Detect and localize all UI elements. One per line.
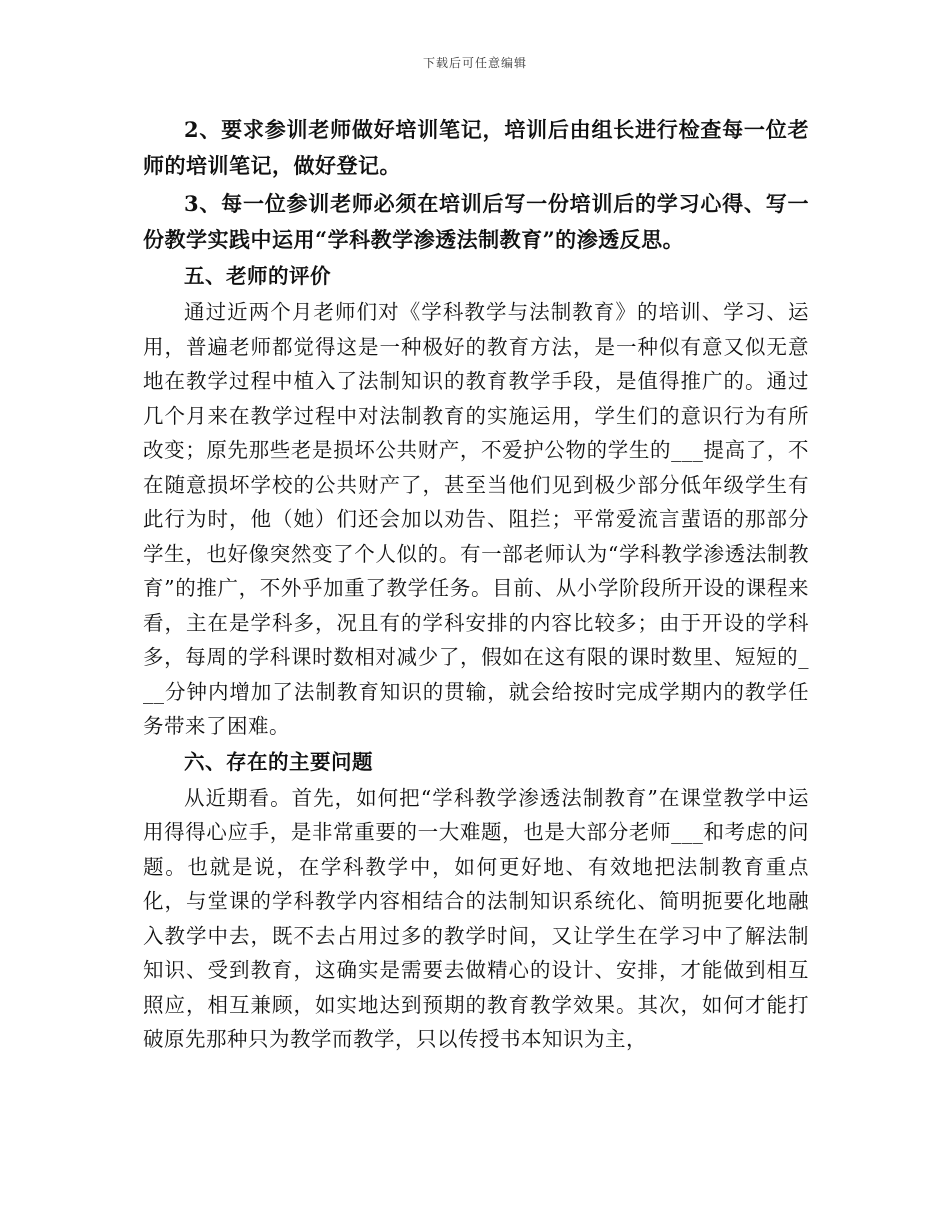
document-body — [143, 112, 809, 1057]
section-5-title: 五、老师的评价 — [184, 264, 331, 288]
header-note: 下载后可任意编辑 — [422, 56, 527, 70]
item-2-paragraph: 2、要求参训老师做好培训笔记，培训后由组长进行检查每一位老师的培训笔记，做好登记。 — [143, 117, 809, 178]
section-6-paragraph: 从近期看。首先，如何把“学科教学渗透法制教育”在课堂教学中运用得得心应手，是非常重要的一大难题，也是大部分老师___和考虑的问题。也就是说，在学科教学中，如何更好地、有效地把法制教育重点化，与堂课的学科教学内容相结合的法制知识系统化、简明扼要化地融入教学中去，既不去占用过多的教学时间，又让学生在学习中了解法制知识、受到教育，这确实是需要去做精心的设计、安排，才能做到相互照应，相互兼顾，如实地达到预期的教育教学效果。其次，如何才能打破原先那种只为教学而教学，只以传授书本知识为主， — [143, 785, 809, 1051]
section-5-paragraph: 通过近两个月老师们对《学科教学与法制教育》的培训、学习、运用，普遍老师都觉得这是一种极好的教育方法，是一种似有意又似无意地在教学过程中植入了法制知识的教育教学手段，是值得推广的。通过几个月来在教学过程中对法制教育的实施运用，学生们的意识行为有所改变；原先那些老是损坏公共财产，不爱护公物的学生的___提高了，不在随意损坏学校的公共财产了，甚至当他们见到极少部分低年级学生有此行为时，他（她）们还会加以劝告、阻拦；平常爱流言蜚语的那部分学生，也好像突然变了个人似的。有一部老师认为“学科教学渗透法制教育”的推广，不外乎加重了教学任务。目前、从小学阶段所开设的课程来看，主在是学科多，况且有的学科安排的内容比较多；由于开设的学科多，每周的学科课时数相对减少了，假如在这有限的课时数里、短短的___分钟内增加了法制教育知识的贯输，就会给按时完成学期内的教学任务带来了困难。 — [143, 300, 809, 738]
item-3-paragraph: 3、每一位参训老师必须在培训后写一份培训后的学习心得、写一份教学实践中运用“学科教学渗透法制教育”的渗透反思。 — [143, 191, 809, 252]
section-6-title: 六、存在的主要问题 — [184, 749, 373, 774]
